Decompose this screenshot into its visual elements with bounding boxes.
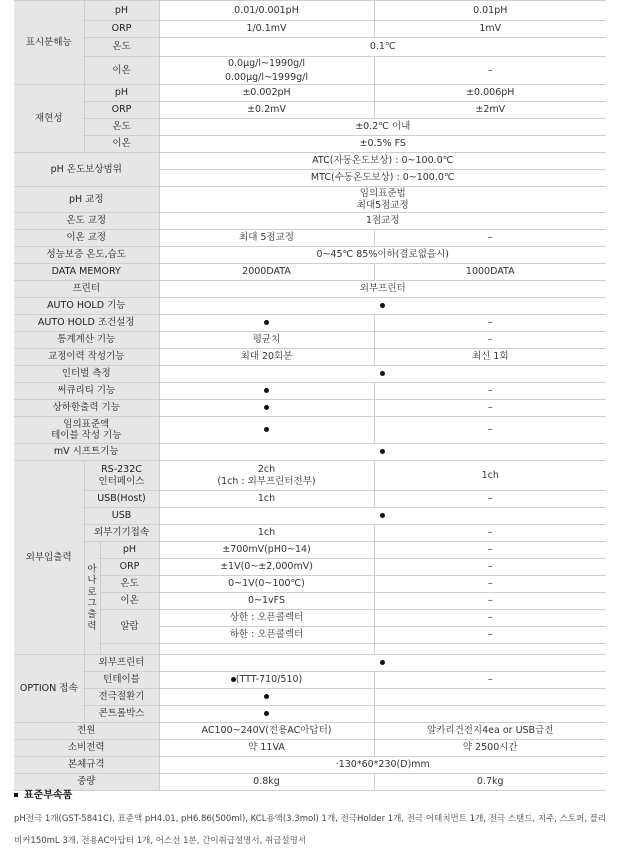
cell-value: 0.1℃ [159, 38, 606, 57]
cell-value: – [374, 576, 606, 593]
cell-text: (TTT-710/510) [235, 674, 303, 686]
row-label: AUTO HOLD 기능 [14, 298, 159, 315]
bullet-icon [264, 320, 269, 325]
cell-value: – [374, 610, 606, 627]
row-label: pH [84, 85, 159, 102]
cell-value: 1/0.1mV [159, 21, 374, 38]
bullet-icon [264, 405, 269, 410]
cell-value: 0~1V(0~100℃) [159, 576, 374, 593]
bullet-icon [264, 711, 269, 716]
row-label: AUTO HOLD 조건설정 [14, 315, 159, 332]
cell-value: ±700mV(pH0~14) [159, 542, 374, 559]
row-label: 이온 [84, 57, 159, 85]
bullet-icon [380, 303, 385, 308]
row-label-line: RS-232C [101, 464, 142, 476]
cell-value: 0.00μg/l~1999g/l [159, 71, 374, 85]
row-label: 온도 [100, 576, 159, 593]
row-label: 인터벌 측정 [14, 366, 159, 383]
cell-value: 1mV [374, 21, 606, 38]
bullet-icon [380, 371, 385, 376]
cell-value: 약 2500시간 [374, 740, 606, 757]
bullet-icon [264, 694, 269, 699]
row-label: 이온 [100, 593, 159, 610]
row-label: ORP [84, 21, 159, 38]
cell-value [159, 706, 374, 723]
cell-spacer [159, 644, 374, 655]
cell-value: MTC(수동온도보상) : 0~100.0℃ [159, 170, 606, 187]
row-label: pH 교정 [14, 187, 159, 213]
cell-value [159, 366, 606, 383]
cell-value [159, 400, 374, 417]
cell-value: 최대 5점교정 [159, 230, 374, 247]
bullet-icon [380, 513, 385, 518]
row-label: USB(Host) [84, 491, 159, 508]
row-label: ORP [84, 102, 159, 119]
cell-value: – [374, 383, 606, 400]
row-label: 성능보증 온도,습도 [14, 247, 159, 264]
row-label: 써큐리티 기능 [14, 383, 159, 400]
cell-value: 상한 : 오픈콜렉터 [159, 610, 374, 627]
cell-value [159, 298, 606, 315]
row-label: 본체규격 [14, 757, 159, 774]
cell-value: – [374, 627, 606, 644]
cell-value: 평균치 [159, 332, 374, 349]
cell-value [159, 672, 374, 689]
row-label: USB [84, 508, 159, 525]
group-resolution: 표시분해능 [14, 1, 84, 85]
cell-value [159, 689, 374, 706]
row-label: 통계계산 기능 [14, 332, 159, 349]
cell-value [159, 655, 606, 672]
row-label: 알람 [100, 610, 159, 644]
cell-value: – [374, 417, 606, 444]
cell-value: 1점교정 [159, 213, 606, 230]
cell-value [159, 383, 374, 400]
row-label: 프린터 [14, 281, 159, 298]
accessories-text: pH전극 1개(GST-5841C), 표준액 pH4.01, pH6.86(500ml), KCL용액(3.3mol) 1개, 전극Holder 1개, 전극 어태치먼트 1개, 전극 스탠드, 지주, 스토퍼, 플리비커150mL 3개, 전용AC아답터 1개, 어스선 1본, 간이취급설명서, 취급설명서 [14, 814, 607, 846]
accessories-title: 표준부속품 [24, 790, 73, 801]
cell-value [159, 444, 606, 461]
cell-value: 0~45℃ 85%이하(결로없을시) [159, 247, 606, 264]
cell-value: – [374, 315, 606, 332]
row-label: pH [100, 542, 159, 559]
accessories-heading [14, 786, 72, 801]
row-label: 소비전력 [14, 740, 159, 757]
cell-value: – [374, 542, 606, 559]
cell-line: (1ch : 외부프린터전부) [217, 475, 316, 487]
group-io: 외부입출력 [14, 461, 84, 655]
cell-value: – [374, 593, 606, 610]
cell-value: 0.8kg [159, 774, 374, 791]
cell-value: – [374, 525, 606, 542]
row-label: mV 시프트기능 [14, 444, 159, 461]
cell-value: 임의표준법 [159, 187, 606, 200]
row-label: 온도 [84, 119, 159, 136]
row-label-line: 테이블 작성 기능 [51, 430, 122, 441]
row-label-line: 임의표준액 [63, 418, 110, 430]
cell-value: ±0.2℃ 이내 [159, 119, 606, 136]
cell-value [159, 508, 606, 525]
cell-value: – [374, 400, 606, 417]
row-label: pH 온도보상범위 [14, 153, 159, 187]
row-label: ORP [100, 559, 159, 576]
row-label: 중량 [14, 774, 159, 791]
cell-value: 0.01pH [374, 1, 606, 21]
row-label: 외부기기접속 [84, 525, 159, 542]
cell-value: ±0.006pH [374, 85, 606, 102]
row-label: 이온 [84, 136, 159, 153]
bullet-icon [264, 388, 269, 393]
cell-value: 최대 20회분 [159, 349, 374, 366]
cell-value [159, 417, 374, 444]
group-option: OPTION 접속 [14, 655, 84, 723]
cell-value: – [374, 491, 606, 508]
cell-line: 2ch [257, 464, 276, 476]
cell-value: 약 11VA [159, 740, 374, 757]
cell-value: 0~1vFS [159, 593, 374, 610]
row-label: 온도 교정 [14, 213, 159, 230]
cell-value: ±0.2mV [159, 102, 374, 119]
cell-value: 1ch [159, 525, 374, 542]
cell-value [374, 706, 606, 723]
cell-value: 1000DATA [374, 264, 606, 281]
bullet-icon [380, 660, 385, 665]
cell-value: ±1V(0~±2,000mV) [159, 559, 374, 576]
cell-value: 1ch [374, 461, 606, 491]
square-bullet-icon [14, 793, 18, 797]
cell-value: 0.7kg [374, 774, 606, 791]
row-label: 전극절환기 [84, 689, 159, 706]
cell-value: AC100~240V(전용AC아답터) [159, 723, 374, 740]
cell-value: – [374, 559, 606, 576]
row-label: 온도 [84, 38, 159, 57]
row-label [84, 461, 159, 491]
row-label [14, 417, 159, 444]
cell-value: ·130*60*230(D)mm [159, 757, 606, 774]
cell-value: ±0.002pH [159, 85, 374, 102]
row-label: 외부프린터 [84, 655, 159, 672]
cell-value: 0.0μg/l~1990g/l [159, 57, 374, 71]
cell-value: 최대5점교정 [159, 200, 606, 213]
group-repeatability: 재현성 [14, 85, 84, 153]
row-label: 턴테이블 [84, 672, 159, 689]
row-label: DATA MEMORY [14, 264, 159, 281]
spec-table [14, 0, 606, 791]
row-label: 전원 [14, 723, 159, 740]
cell-value: 알카리건전지4ea or USB급전 [374, 723, 606, 740]
cell-value: – [374, 672, 606, 689]
cell-value: ±2mV [374, 102, 606, 119]
cell-value: 하한 : 오픈콜렉터 [159, 627, 374, 644]
row-label: pH [84, 1, 159, 21]
row-label-line: 인터페이스 [98, 475, 145, 487]
cell-value: – [374, 332, 606, 349]
cell-value: 1ch [159, 491, 374, 508]
cell-value: ATC(자동온도보상) : 0~100.0℃ [159, 153, 606, 170]
row-label: 교정이력 작성기능 [14, 349, 159, 366]
cell-value: 0.01/0.001pH [159, 1, 374, 21]
cell-spacer [374, 644, 606, 655]
bullet-icon [380, 449, 385, 454]
cell-value: 외부프린터 [159, 281, 606, 298]
cell-value: 최신 1회 [374, 349, 606, 366]
row-label: 상하한출력 기능 [14, 400, 159, 417]
row-label: 이온 교정 [14, 230, 159, 247]
group-analog-output: 아나 로그 출력 [84, 542, 100, 655]
row-label: 콘트롤박스 [84, 706, 159, 723]
cell-value: – [374, 57, 606, 85]
cell-value [159, 315, 374, 332]
cell-value: 2000DATA [159, 264, 374, 281]
cell-value: ±0.5% FS [159, 136, 606, 153]
cell-value [159, 461, 374, 491]
bullet-icon [264, 427, 269, 432]
row-label-spacer [100, 644, 159, 655]
cell-value [374, 689, 606, 706]
cell-value: – [374, 230, 606, 247]
